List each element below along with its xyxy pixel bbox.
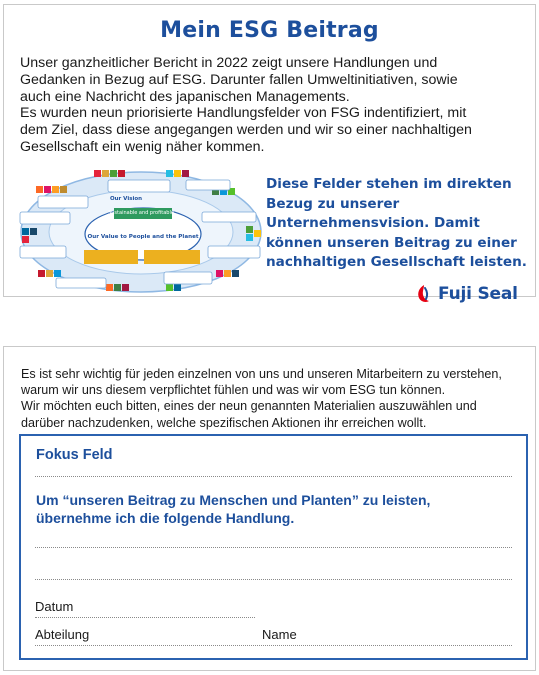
fuji-seal-logo-mark-icon — [415, 284, 433, 304]
esg-info-card — [3, 4, 536, 304]
datum-field-line[interactable] — [35, 617, 255, 618]
pledge-intro-line: warum wir uns diesem verpflichtet fühlen und was wir vom ESG tun können. — [21, 383, 446, 398]
vision-line: Unternehmensvision. Damit — [266, 215, 480, 231]
pledge-intro-line: Es ist sehr wichtig für jeden einzelnen von uns und unseren Mitarbeitern zu verstehen, — [21, 367, 502, 381]
fuji-seal-logo-text: Fuji Seal — [438, 284, 518, 304]
materiality-diagram — [16, 166, 266, 298]
vision-statement — [266, 175, 534, 273]
intro-line: auch eine Nachricht des japanischen Managements. — [20, 88, 350, 105]
intro-line: Unser ganzheitlicher Bericht in 2022 zeigt unsere Handlungen und — [20, 55, 438, 71]
focus-field-title: Fokus Feld — [36, 447, 113, 463]
datum-label: Datum — [35, 599, 74, 614]
abteilung-name-field-line[interactable] — [35, 645, 512, 646]
vision-line: Diese Felder stehen im direkten — [266, 176, 512, 192]
pledge-card — [3, 346, 536, 671]
action-writing-line[interactable] — [35, 579, 512, 580]
focus-field-box — [19, 434, 528, 660]
intro-line: Gesellschaft ein wenig näher kommen. — [20, 138, 265, 155]
pledge-line: übernehme ich die folgende Handlung. — [36, 509, 295, 526]
diagram-center-label: Our Value to People and the Planet — [87, 234, 199, 240]
diagram-vision-label: Our Vision — [109, 196, 143, 202]
pledge-intro-line: darüber nachzudenken, welche spezifischen Aktionen ihr erreichen wollt. — [21, 415, 427, 430]
svg-text:Sustainable and profitable: Sustainable and profitable — [108, 210, 174, 216]
vision-line: Bezug zu unserer — [266, 195, 400, 212]
intro-line: Gedanken in Bezug auf ESG. Darunter fallen Umweltinitiativen, sowie — [20, 71, 458, 88]
materiality-diagram-image — [16, 166, 266, 298]
vision-line: nachhaltigen Gesellschaft leisten. — [266, 254, 527, 270]
intro-line: dem Ziel, dass diese angegangen werden und wir so einer nachhaltigen — [20, 122, 472, 139]
name-label: Name — [262, 627, 297, 642]
card-title: Mein ESG Beitrag — [160, 18, 379, 43]
action-writing-line[interactable] — [35, 547, 512, 548]
pledge-line: Um “unseren Beitrag zu Menschen und Planten” zu leisten, — [36, 492, 431, 508]
pledge-intro-line: Wir möchten euch bitten, eines der neun genannten Materialien auszuwählen und — [21, 399, 477, 414]
vision-line: können unseren Beitrag zu einer — [266, 234, 517, 251]
pledge-statement — [36, 492, 506, 527]
pledge-intro — [21, 366, 531, 431]
fuji-seal-logo — [415, 284, 518, 304]
focus-field-line[interactable] — [35, 476, 512, 477]
intro-line: Es wurden neun priorisierte Handlungsfelder von FSG indentifiziert, mit — [20, 105, 467, 122]
intro-text — [20, 55, 525, 156]
abteilung-label: Abteilung — [35, 627, 90, 642]
